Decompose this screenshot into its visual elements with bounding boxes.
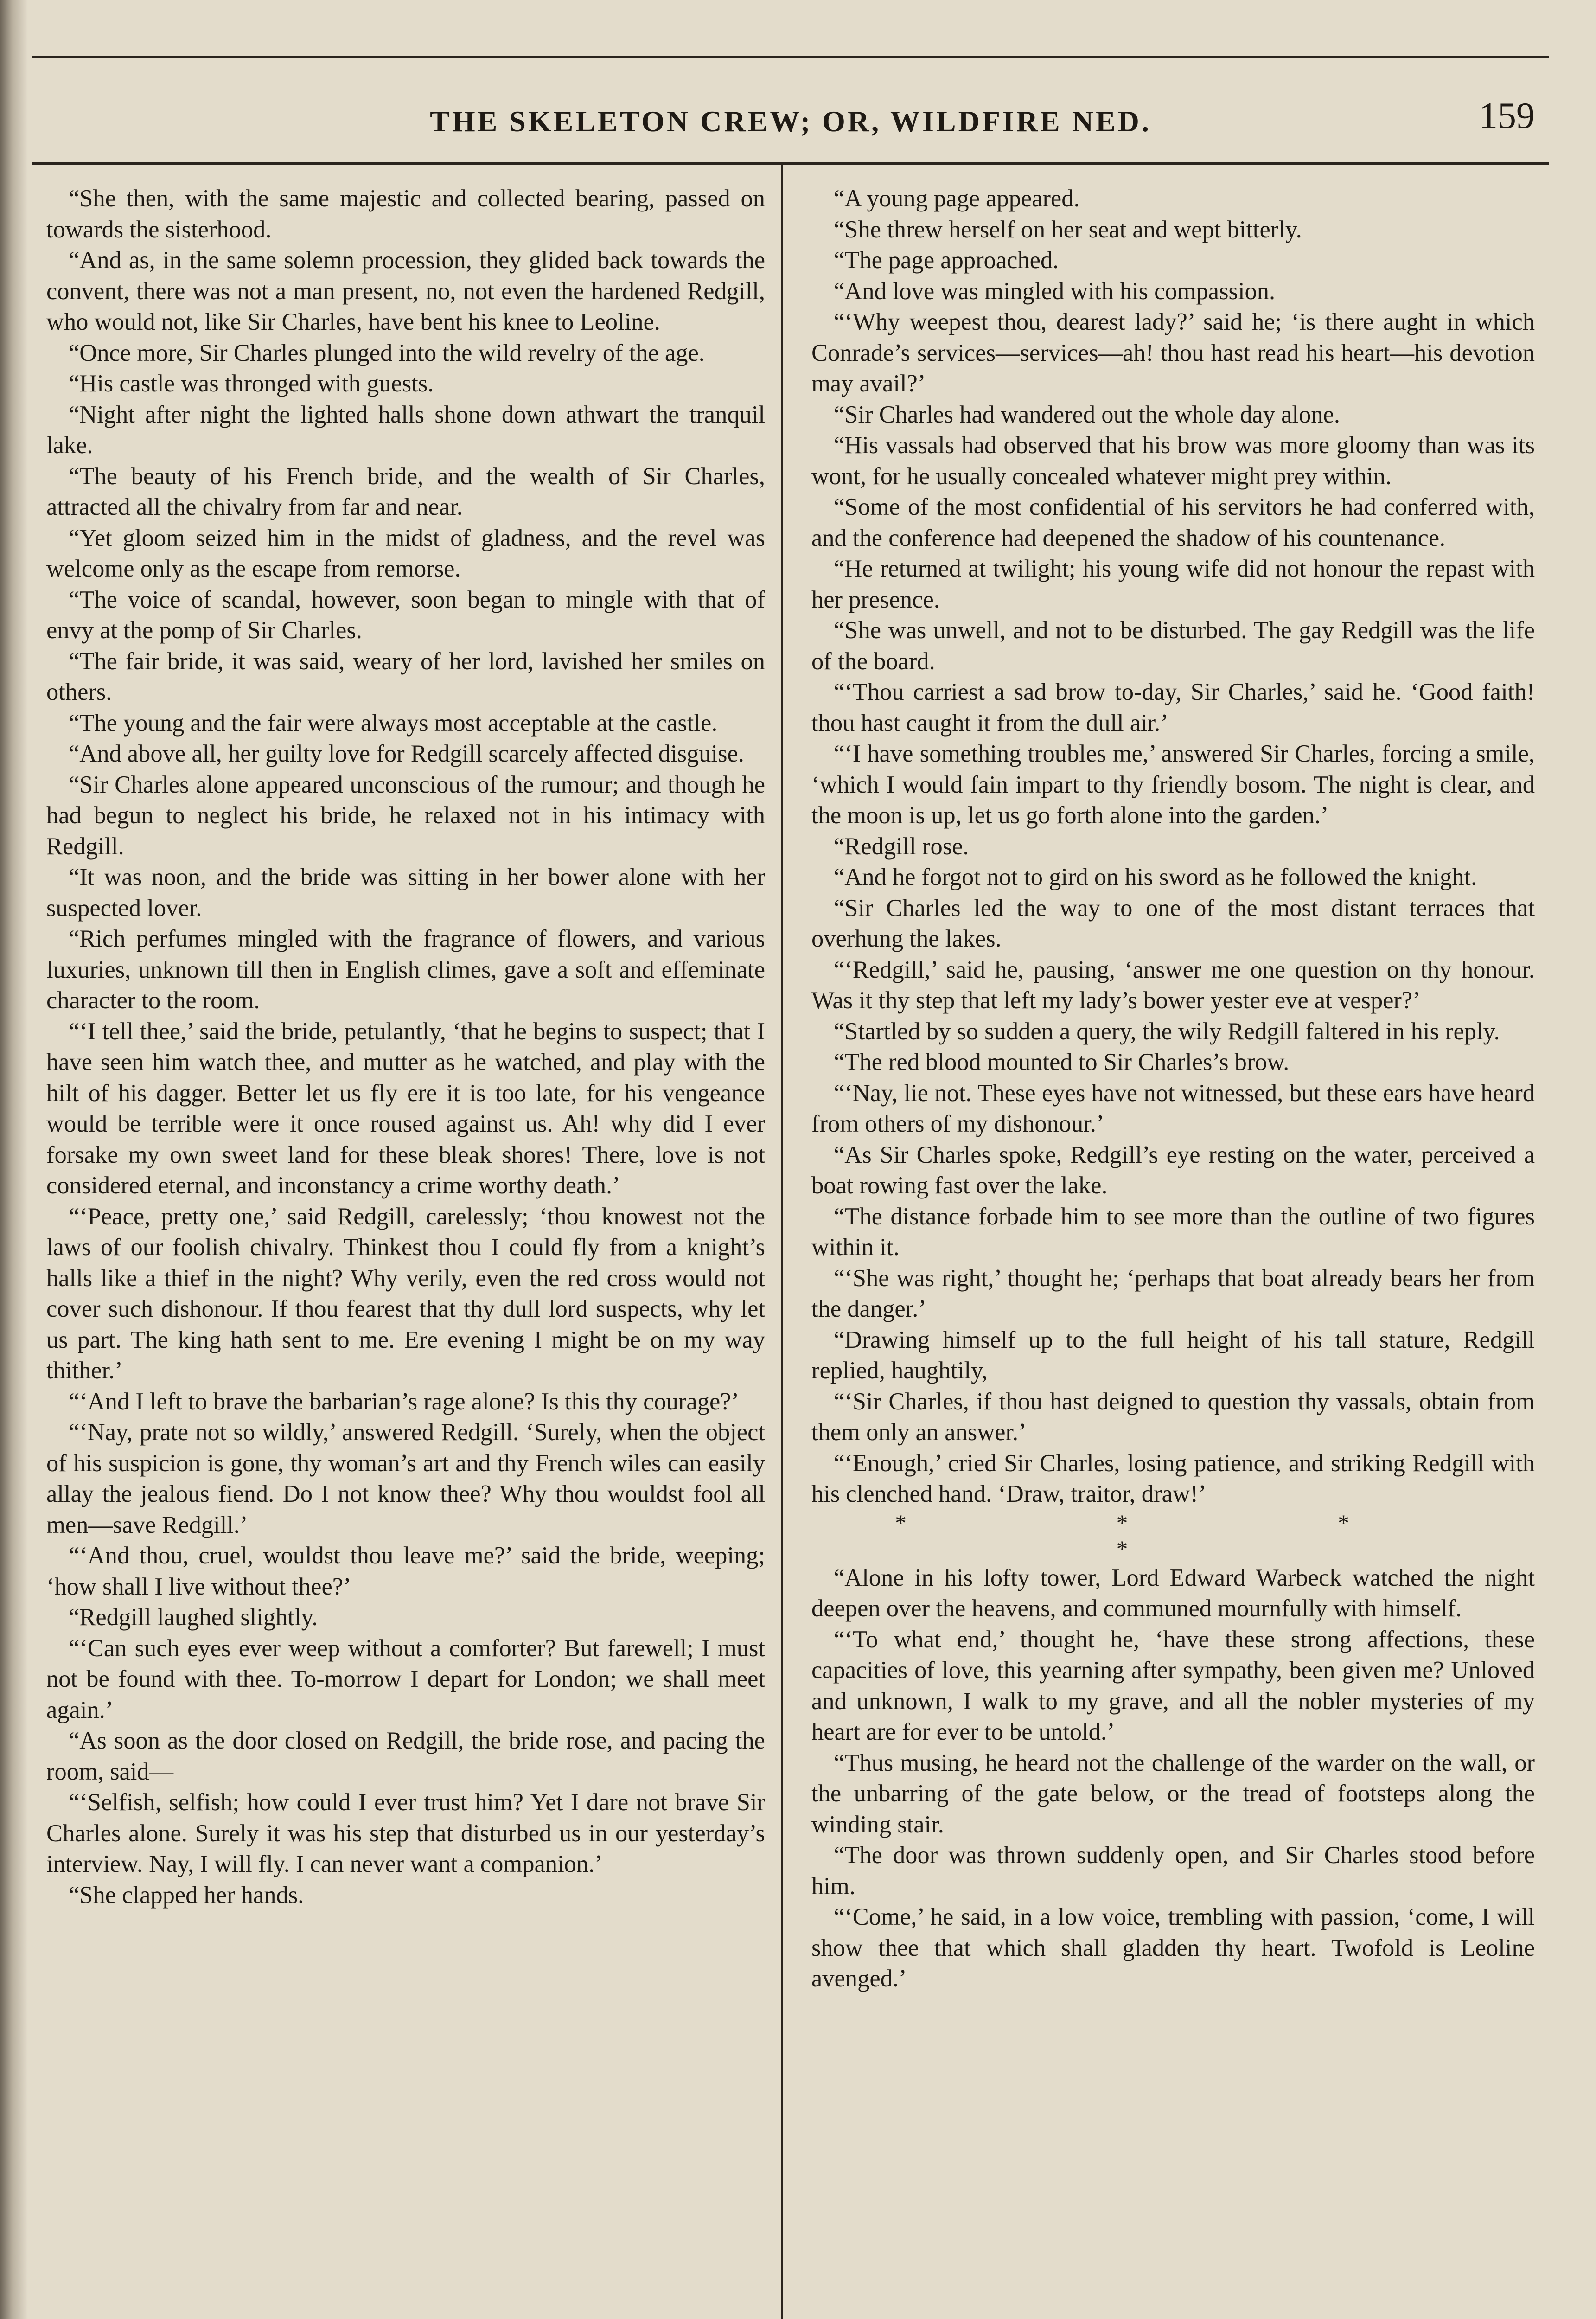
paragraph: “‘Why weepest thou, dearest lady?’ said he; ‘is there aught in which Conrade’s services—services—ah! thou hast read his heart—his devotion may avail?’: [811, 308, 1535, 397]
paragraph: “He returned at twilight; his young wife did not honour the repast with her presence.: [811, 555, 1535, 613]
paragraph: “It was noon, and the bride was sitting in her bower alone with her suspected lover.: [46, 864, 765, 922]
top-border-rule: [32, 56, 1549, 58]
paragraph: “Thus musing, he heard not the challenge of the warder on the wall, or the unbarring of the gate below, or the tread of footsteps along the winding stair.: [811, 1749, 1535, 1838]
paragraph: “And he forgot not to gird on his sword as he followed the knight.: [834, 864, 1477, 890]
paragraph: “She was unwell, and not to be disturbed. The gay Redgill was the life of the board.: [811, 617, 1535, 675]
paragraph: “‘Nay, lie not. These eyes have not witnessed, but these ears have heard from others of my dishonour.’: [811, 1079, 1535, 1137]
paragraph: “The fair bride, it was said, weary of her lord, lavished her smiles on others.: [46, 647, 765, 705]
paragraph: “Once more, Sir Charles plunged into the wild revelry of the age.: [69, 339, 705, 366]
paragraph: “Alone in his lofty tower, Lord Edward Warbeck watched the night deepen over the heavens, and communed mournfully with himself.: [811, 1564, 1535, 1622]
paragraph: “Redgill laughed slightly.: [69, 1604, 318, 1631]
paragraph: “The young and the fair were always most acceptable at the castle.: [69, 709, 718, 737]
paragraph: “‘Thou carriest a sad brow to-day, Sir Charles,’ said he. ‘Good faith! thou hast caught it from the dull air.’: [811, 679, 1535, 737]
paragraph: “Startled by so sudden a query, the wily Redgill faltered in his reply.: [834, 1018, 1500, 1045]
running-title: THE SKELETON CREW; OR, WILDFIRE NED.: [430, 105, 1151, 138]
paragraph: “Rich perfumes mingled with the fragrance of flowers, and various luxuries, unknown till then in English climes, gave a soft and effeminate character to the room.: [46, 925, 765, 1014]
paragraph: “And as, in the same solemn procession, they glided back towards the convent, there was not a man present, no, not even the hardened Redgill, who would not, like Sir Charles, have bent his knee to Leoline.: [46, 247, 765, 335]
paragraph: “Sir Charles alone appeared unconscious of the rumour; and though he had begun to neglect his bride, he relaxed not in his intimacy with Redgill.: [46, 771, 765, 860]
paragraph: “‘Selfish, selfish; how could I ever trust him? Yet I dare not brave Sir Charles alone. Surely it was his step that disturbed us in our yesterday’s interview. Nay, I will fly. I can never want a companion.’: [46, 1789, 765, 1877]
paragraph: “The distance forbade him to see more than the outline of two figures within it.: [811, 1203, 1535, 1261]
paragraph: “‘Peace, pretty one,’ said Redgill, carelessly; ‘thou knowest not the laws of our foolish chivalry. Thinkest thou I could fly from a knight’s halls like a thief in the night? Why verily, even the red cross would not cover such dishonour. If thou fearest that thy dull lord suspects, why let us part. The king hath sent to me. Ere evening I might be on my way thither.’: [46, 1203, 765, 1384]
paragraph: “‘Nay, prate not so wildly,’ answered Redgill. ‘Surely, when the object of his suspicion is gone, thy woman’s art and thy French wiles can easily allay the jealous fiend. Do I not know thee? Why thou wouldst fool all men—save Redgill.’: [46, 1419, 765, 1538]
paragraph: “She then, with the same majestic and collected bearing, passed on towards the sisterhood.: [46, 185, 765, 243]
paragraph: “‘And thou, cruel, wouldst thou leave me?’ said the bride, weeping; ‘how shall I live without thee?’: [46, 1542, 765, 1600]
paragraph: “‘Sir Charles, if thou hast deigned to question thy vassals, obtain from them only an answer.’: [811, 1388, 1535, 1446]
paragraph: “Sir Charles had wandered out the whole day alone.: [834, 401, 1340, 428]
paragraph: “The voice of scandal, however, soon began to mingle with that of envy at the pomp of Sir Charles.: [46, 586, 765, 644]
header-rule: [32, 162, 1549, 165]
right-column: [811, 183, 1535, 2319]
paragraph: “‘And I left to brave the barbarian’s rage alone? Is this thy courage?’: [69, 1388, 740, 1415]
paragraph: “‘Redgill,’ said he, pausing, ‘answer me one question on thy honour. Was it thy step that left my lady’s bower yester eve at vesper?’: [811, 956, 1535, 1014]
paragraph: “‘I tell thee,’ said the bride, petulantly, ‘that he begins to suspect; that I have seen him watch thee, and mutter as he watched, and play with the hilt of his dagger. Better let us fly ere it is too late, for his vengeance would be terrible were it once roused against us. Ah! why did I ever forsake my own sweet land for these bleak shores! There, love is not considered eternal, and inconstancy a crime worthy death.’: [46, 1018, 765, 1199]
paragraph: “Yet gloom seized him in the midst of gladness, and the revel was welcome only as the escape from remorse.: [46, 524, 765, 582]
page-number: 159: [1479, 96, 1535, 136]
paragraph: “‘Can such eyes ever weep without a comforter? But farewell; I must not be found with thee. To-morrow I depart for London; we shall meet again.’: [46, 1634, 765, 1723]
paragraph: “‘Enough,’ cried Sir Charles, losing patience, and striking Redgill with his clenched hand. ‘Draw, traitor, draw!’: [811, 1449, 1535, 1507]
page-header: [32, 95, 1549, 165]
paragraph: “She threw herself on her seat and wept bitterly.: [834, 216, 1302, 243]
paragraph: “Night after night the lighted halls shone down athwart the tranquil lake.: [46, 401, 765, 459]
paragraph: “His castle was thronged with guests.: [69, 370, 434, 397]
left-column: [46, 183, 765, 2319]
paragraph: “Redgill rose.: [834, 833, 969, 860]
book-page: [14, 56, 1549, 2319]
paragraph: “The red blood mounted to Sir Charles’s brow.: [834, 1049, 1290, 1076]
paragraph: “The page approached.: [834, 247, 1059, 274]
paragraph: “Drawing himself up to the full height of his tall stature, Redgill replied, haughtily,: [811, 1326, 1535, 1384]
paragraph: “And above all, her guilty love for Redgill scarcely affected disguise.: [69, 740, 744, 767]
paragraph: “Some of the most confidential of his servitors he had conferred with, and the conference had deepened the shadow of his countenance.: [811, 493, 1535, 551]
paragraph: “Sir Charles led the way to one of the most distant terraces that overhung the lakes.: [811, 894, 1535, 952]
column-divider: [781, 165, 783, 2319]
paragraph: “A young page appeared.: [834, 185, 1080, 212]
section-break: * * * *: [895, 1509, 1451, 1562]
paragraph: “And love was mingled with his compassion.: [834, 277, 1276, 305]
paragraph: “‘She was right,’ thought he; ‘perhaps that boat already bears her from the danger.’: [811, 1264, 1535, 1322]
paragraph: “‘To what end,’ thought he, ‘have these strong affections, these capacities of love, this yearning after sympathy, been given me? Unloved and unknown, I walk to my grave, and all the nobler mysteries of my heart are for ever to be untold.’: [811, 1626, 1535, 1745]
paragraph: “She clapped her hands.: [69, 1881, 304, 1909]
paragraph: “‘Come,’ he said, in a low voice, trembling with passion, ‘come, I will show thee that which shall gladden thy heart. Twofold is Leoline avenged.’: [811, 1903, 1535, 1992]
paragraph: “As soon as the door closed on Redgill, the bride rose, and pacing the room, said—: [46, 1727, 765, 1785]
paragraph: “The beauty of his French bride, and the wealth of Sir Charles, attracted all the chivalry from far and near.: [46, 462, 765, 520]
paragraph: “The door was thrown suddenly open, and Sir Charles stood before him.: [811, 1842, 1535, 1900]
paragraph: “His vassals had observed that his brow was more gloomy than was its wont, for he usually concealed whatever might prey within.: [811, 432, 1535, 490]
paragraph: “‘I have something troubles me,’ answered Sir Charles, forcing a smile, ‘which I would fain impart to thy friendly bosom. The night is clear, and the moon is up, let us go forth alone into the garden.’: [811, 740, 1535, 829]
paragraph: “As Sir Charles spoke, Redgill’s eye resting on the water, perceived a boat rowing fast over the lake.: [811, 1141, 1535, 1199]
